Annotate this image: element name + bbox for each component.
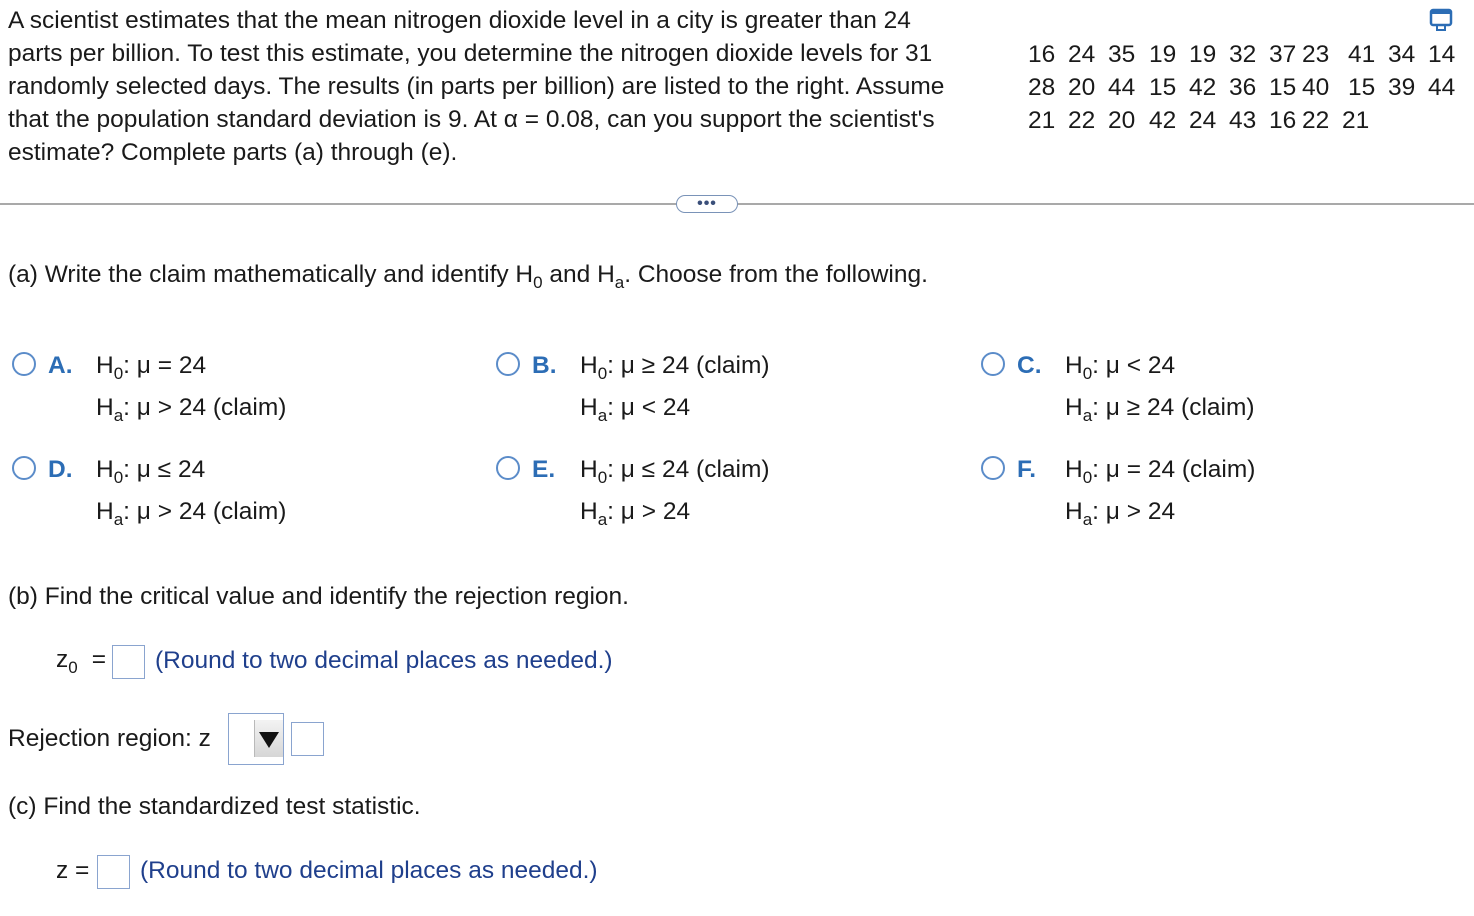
ha-statement: μ ≥ 24 (claim) [1105, 394, 1255, 421]
data-cell: 40 [1302, 74, 1330, 101]
data-cell: 32 [1229, 41, 1257, 68]
problem-line: estimate? Complete parts (a) through (e). [8, 139, 458, 166]
colon: : [123, 498, 130, 525]
problem-statement [8, 4, 1008, 169]
data-cell: 28 [1028, 74, 1056, 101]
data-cell: 42 [1149, 107, 1177, 134]
option-letter: B. [532, 352, 557, 379]
option-h0 [1065, 455, 1255, 485]
option-letter: E. [532, 456, 556, 483]
problem-line: A scientist estimates that the mean nitrogen dioxide level in a city is greater than 24 [8, 7, 911, 34]
data-cell: 20 [1108, 107, 1136, 134]
ha-statement: μ > 24 [1105, 498, 1176, 525]
colon: : [607, 498, 614, 525]
colon: : [607, 456, 614, 483]
h-subscript: 0 [597, 468, 608, 487]
problem-line: parts per billion. To test this estimate, you determine the nitrogen dioxide levels for 31 [8, 40, 933, 67]
h-label: H [96, 394, 114, 421]
option-letter: F. [1017, 456, 1037, 483]
data-cell: 22 [1302, 107, 1330, 134]
option-h0 [96, 455, 205, 485]
colon: : [1092, 352, 1099, 379]
h-subscript: a [113, 510, 124, 529]
data-cell: 41 [1348, 41, 1376, 68]
data-cell: 42 [1189, 74, 1217, 101]
h0-statement: μ ≤ 24 (claim) [620, 456, 770, 483]
h0-statement: μ ≥ 24 (claim) [620, 352, 770, 379]
h0-statement: μ = 24 (claim) [1105, 456, 1256, 483]
h-label: H [580, 394, 598, 421]
colon: : [1092, 394, 1099, 421]
data-cell: 34 [1388, 41, 1416, 68]
equals-sign: = [91, 646, 107, 673]
part-b-heading: (b) Find the critical value and identify the rejection region. [8, 583, 629, 610]
option-ha [96, 497, 286, 527]
radio-button[interactable] [496, 352, 520, 376]
option-c[interactable] [981, 351, 1301, 431]
option-letter: A. [48, 352, 73, 379]
option-d[interactable] [12, 455, 332, 535]
data-cell: 44 [1108, 74, 1136, 101]
colon: : [123, 394, 130, 421]
ha-subscript: a [614, 273, 625, 292]
h-label: H [580, 498, 598, 525]
h-label: H [580, 352, 598, 379]
critical-value-label [56, 645, 106, 675]
data-cell: 23 [1302, 41, 1330, 68]
option-b[interactable] [496, 351, 816, 431]
h-subscript: 0 [597, 364, 608, 383]
radio-button[interactable] [496, 456, 520, 480]
ha-statement: μ > 24 [620, 498, 691, 525]
h-subscript: a [597, 406, 608, 425]
colon: : [123, 352, 130, 379]
option-e[interactable] [496, 455, 816, 535]
h0-statement: μ < 24 [1105, 352, 1176, 379]
h-subscript: a [597, 510, 608, 529]
data-cell: 43 [1229, 107, 1257, 134]
z-label: z [56, 646, 69, 673]
h-subscript: a [113, 406, 124, 425]
option-letter: C. [1017, 352, 1042, 379]
more-button[interactable]: ••• [676, 195, 738, 213]
option-h0 [580, 351, 770, 381]
option-ha [1065, 393, 1255, 423]
data-cell: 15 [1269, 74, 1297, 101]
data-cell: 16 [1028, 41, 1056, 68]
h-label: H [580, 456, 598, 483]
h-subscript: 0 [1082, 364, 1093, 383]
data-cell: 24 [1189, 107, 1217, 134]
h0-statement: μ = 24 [136, 352, 207, 379]
h-subscript: a [1082, 510, 1093, 529]
radio-button[interactable] [12, 352, 36, 376]
part-c-heading: (c) Find the standardized test statistic. [8, 793, 421, 820]
h-subscript: a [1082, 406, 1093, 425]
option-f[interactable] [981, 455, 1301, 535]
rejection-region-label: Rejection region: z [8, 725, 211, 752]
colon: : [607, 352, 614, 379]
round-hint: (Round to two decimal places as needed.) [155, 647, 613, 674]
option-h0 [1065, 351, 1175, 381]
h-subscript: 0 [1082, 468, 1093, 487]
data-cell: 15 [1348, 74, 1376, 101]
option-h0 [580, 455, 770, 485]
option-a[interactable] [12, 351, 332, 431]
h-subscript: 0 [113, 468, 124, 487]
copy-icon[interactable] [1429, 8, 1455, 32]
dropdown-arrow-icon [259, 732, 279, 748]
ha-statement: μ > 24 (claim) [136, 498, 287, 525]
part-a-suffix: . Choose from the following. [624, 261, 928, 288]
data-cell: 19 [1189, 41, 1217, 68]
h0-subscript: 0 [533, 273, 543, 292]
colon: : [123, 456, 130, 483]
option-ha [580, 393, 690, 423]
data-cell: 36 [1229, 74, 1257, 101]
h-label: H [96, 352, 114, 379]
h-label: H [96, 498, 114, 525]
test-statistic-label: z = [56, 857, 90, 884]
data-cell: 37 [1269, 41, 1297, 68]
colon: : [1092, 456, 1099, 483]
part-a-mid: and H [542, 261, 615, 288]
data-cell: 21 [1028, 107, 1056, 134]
data-cell: 20 [1068, 74, 1096, 101]
data-cell: 24 [1068, 41, 1096, 68]
option-ha [1065, 497, 1175, 527]
h-subscript: 0 [113, 364, 124, 383]
option-h0 [96, 351, 206, 381]
rejection-value-input[interactable] [291, 722, 324, 756]
radio-button[interactable] [981, 456, 1005, 480]
data-cell: 35 [1108, 41, 1136, 68]
part-a-heading [8, 260, 928, 290]
critical-value-input[interactable] [112, 645, 145, 679]
h-label: H [96, 456, 114, 483]
data-cell: 16 [1269, 107, 1297, 134]
z0-subscript: 0 [68, 658, 78, 677]
data-cell: 44 [1428, 74, 1456, 101]
test-statistic-input[interactable] [97, 855, 130, 889]
select-button[interactable] [254, 720, 283, 757]
part-a-prefix: (a) Write the claim mathematically and identify H [8, 261, 534, 288]
problem-line: randomly selected days. The results (in parts per billion) are listed to the right. Assume [8, 73, 945, 100]
radio-button[interactable] [981, 352, 1005, 376]
ha-statement: μ < 24 [620, 394, 691, 421]
data-cell: 22 [1068, 107, 1096, 134]
data-cell: 19 [1149, 41, 1177, 68]
h0-statement: μ ≤ 24 [136, 456, 206, 483]
h-label: H [1065, 456, 1083, 483]
data-cell: 21 [1342, 107, 1370, 134]
problem-line: that the population standard deviation is 9. At α = 0.08, can you support the scientist's [8, 106, 935, 133]
option-letter: D. [48, 456, 73, 483]
colon: : [1092, 498, 1099, 525]
h-label: H [1065, 498, 1083, 525]
round-hint: (Round to two decimal places as needed.) [140, 857, 598, 884]
inequality-select[interactable] [228, 713, 284, 765]
h-label: H [1065, 352, 1083, 379]
data-cell: 39 [1388, 74, 1416, 101]
option-ha [96, 393, 286, 423]
h-label: H [1065, 394, 1083, 421]
data-cell: 15 [1149, 74, 1177, 101]
data-cell: 14 [1428, 41, 1456, 68]
ha-statement: μ > 24 (claim) [136, 394, 287, 421]
radio-button[interactable] [12, 456, 36, 480]
colon: : [607, 394, 614, 421]
option-ha [580, 497, 690, 527]
